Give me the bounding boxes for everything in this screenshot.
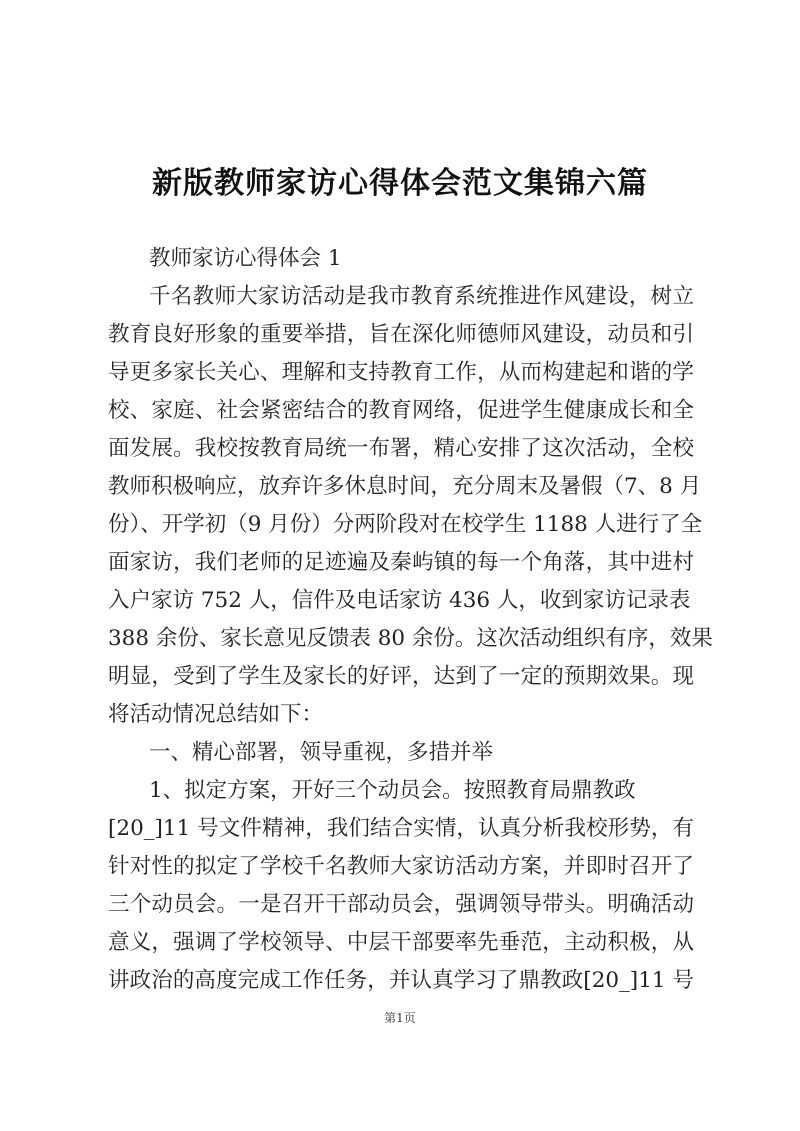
section-heading: 教师家访心得体会 1 bbox=[149, 246, 342, 271]
paragraph-line: 针对性的拟定了学校千名教师大家访活动方案，并即时召开了 bbox=[108, 854, 694, 879]
paragraph-line: 导更多家长关心、理解和支持教育工作，从而构建起和谐的学 bbox=[108, 360, 694, 385]
paragraph-line: 校、家庭、社会紧密结合的教育网络，促进学生健康成长和全 bbox=[108, 398, 694, 423]
paragraph-line: 教育良好形象的重要举措，旨在深化师德师风建设，动员和引 bbox=[108, 322, 694, 347]
paragraph-line: 入户家访 752 人，信件及电话家访 436 人，收到家访记录表 bbox=[108, 588, 691, 613]
paragraph-line: 将活动情况总结如下： bbox=[108, 702, 324, 727]
paragraph-line: 份）、开学初（9 月份）分两阶段对在校学生 1188 人进行了全 bbox=[108, 512, 703, 537]
paragraph-line: 388 余份、家长意见反馈表 80 余份。这次活动组织有序，效果 bbox=[108, 626, 713, 651]
paragraph-line: 面发展。我校按教育局统一布署，精心安排了这次活动，全校 bbox=[108, 436, 694, 461]
paragraph-line: 意义，强调了学校领导、中层干部要率先垂范，主动积极，从 bbox=[108, 930, 694, 955]
paragraph-line: [20_]11 号文件精神，我们结合实情，认真分析我校形势，有 bbox=[108, 816, 694, 841]
paragraph-line: 面家访，我们老师的足迹遍及秦屿镇的每一个角落，其中进村 bbox=[108, 550, 694, 575]
paragraph-line: 1、拟定方案，开好三个动员会。按照教育局鼎教政 bbox=[149, 778, 636, 803]
document-body bbox=[108, 240, 713, 1000]
page-number: 第1页 bbox=[384, 1011, 416, 1025]
paragraph-line: 千名教师大家访活动是我市教育系统推进作风建设，树立 bbox=[149, 284, 694, 309]
document-title: 新版教师家访心得体会范文集锦六篇 bbox=[152, 166, 648, 201]
section-heading: 一、精心部署，领导重视，多措并举 bbox=[149, 740, 494, 765]
paragraph-line: 教师积极响应，放弃许多休息时间，充分周末及暑假（7、8 月 bbox=[108, 474, 702, 499]
paragraph-line: 讲政治的高度完成工作任务，并认真学习了鼎教政[20_]11 号 bbox=[108, 968, 694, 993]
paragraph-line: 明显，受到了学生及家长的好评，达到了一定的预期效果。现 bbox=[108, 664, 694, 689]
paragraph-line: 三个动员会。一是召开干部动员会，强调领导带头。明确活动 bbox=[108, 892, 694, 917]
